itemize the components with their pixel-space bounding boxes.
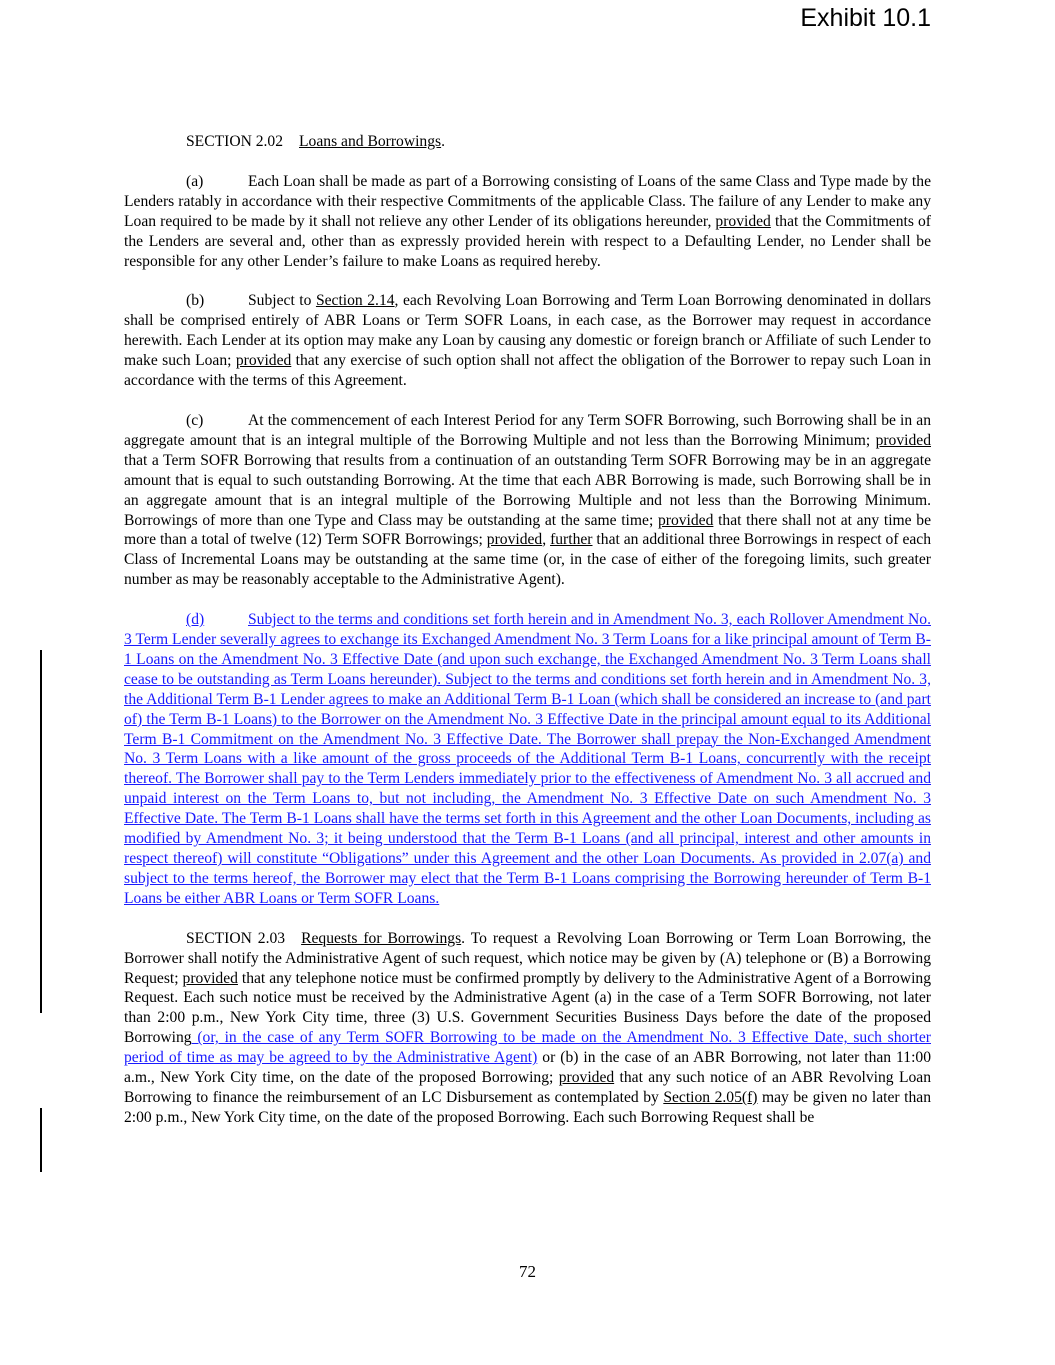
section-2-03: SECTION 2.03 Requests for Borrowings. To request a Revolving Loan Borrowing or Term Loan Borrowing, the Borrower shall notify the Administrative Agent of such request, which notice may be given by (A) telephone or (B) a Borrowing Request; provided that any telephone notice must be confirmed promptly by delivery to the Administrative Agent of a Borrowing Request. Each such notice must be received by the Administrative Agent (a) in the case of a Term SOFR Borrowing, not later than 2:00 p.m., New York City time, three (3) U.S. Government Securities Business Days before the date of the proposed Borrowing (or, in the case of any Term SOFR Borrowing to be made on the Amendment No. 3 Effective Date, such shorter period of time as may be agreed to by the Administrative Agent) or (b) in the case of an ABR Borrowing, not later than 11:00 a.m., New York City time, on the date of the proposed Borrowing; provided that any such notice of an ABR Revolving Loan Borrowing to finance the reimbursement of an LC Disbursement as contemplated by Section 2.05(f) may be given no later than 2:00 p.m., New York City time, on the date of the proposed Borrowing. Each such Borrowing Request shall be bbox=[124, 929, 932, 1126]
clause-label: (c) bbox=[186, 411, 204, 429]
paragraph-c: (c) At the commencement of each Interest Period for any Term SOFR Borrowing, such Borrowing shall be in an aggregate amount that is an integral multiple of the Borrowing Multiple and not less than the Borrowing Minimum; provided that a Term SOFR Borrowing that results from a continuation of an outstanding Term SOFR Borrowing may be in an aggregate amount that is equal to such outstanding Borrowing. At the time that each ABR Borrowing is made, such Borrowing shall be in an aggregate amount that is an integral multiple of the Borrowing Multiple and not less than the Borrowing Minimum. Borrowings of more than one Type and Class may be outstanding at the same time; provided that there shall not at any time be more than a total of twelve (12) Term SOFR Borrowings; provided, further that an additional three Borrowings in respect of each Class of Incremental Loans may be outstanding at the same time (or, in the case of either of the foregoing limits, such greater number as may be reasonably acceptable to the Administrative Agent). bbox=[124, 411, 932, 589]
provided-term: provided bbox=[715, 212, 771, 230]
provided-term: provided bbox=[486, 531, 543, 549]
inserted-text: Subject to the terms and conditions set forth herein and in Amendment No. 3, each Rollover Amendment No. 3 Term Lender severally agrees to exchange its Exchanged Amendment No. 3 Term Loans for a like principal amount of Term B-1 Loans on the Amendment No. 3 Effective Date (and upon such exchange, the Exchanged Amendment No. 3 Term Loans shall cease to be outstanding as Term Loans hereunder). Subject to the terms and conditions set forth herein and in Amendment No. 3, the Additional Term B-1 Lender agrees to make an Additional Term B-1 Loan (which shall be considered an increase to (and part of) the Term B-1 Loans) to the Borrower on the Amendment No. 3 Effective Date in the principal amount equal to its Additional Term B-1 Commitment on the Amendment No. 3 Effective Date. The Borrower shall prepay the Non-Exchanged Amendment No. 3 Term Loans with a like amount of the gross proceeds of the Additional Term B-1 Loans, concurrently with the receipt thereof. The Borrower shall pay to the Term Lenders immediately prior to the effectiveness of Amendment No. 3 all accrued and unpaid interest on the Term Loans to, but not including, the Amendment No. 3 Effective Date on such Amendment No. 3 Effective Date. The Term B-1 Loans shall have the terms set forth in this Agreement and the other Loan Documents, including as modified by Amendment No. 3; it being understood that the Term B-1 Loans (and all principal, interest and other amounts in respect thereof) will constitute “Obligations” under this Agreement and the other Loan Documents. As provided in 2.07(a) and subject to the terms hereof, the Borrower may elect that the Term B-1 Loans comprising the Borrowing hereunder of Term B-1 Loans be either ABR Loans or Term SOFR Loans. bbox=[124, 611, 931, 907]
paragraph-d-inserted bbox=[124, 610, 931, 909]
further-term: further bbox=[550, 531, 593, 549]
document-page bbox=[124, 132, 931, 1148]
paragraph-b: (b) Subject to Section 2.14, each Revolving Loan Borrowing and Term Loan Borrowing denominated in dollars shall be comprised entirely of ABR Loans or Term SOFR Loans, in each case, as the Borrower may request in accordance herewith. Each Lender at its option may make any Loan by causing any domestic or foreign branch or Affiliate of such Lender to make such Loan; provided that any exercise of such option shall not affect the obligation of the Borrower to repay such Loan in accordance with the terms of this Agreement. bbox=[124, 292, 931, 390]
provided-term: provided bbox=[558, 1069, 615, 1087]
section-reference: Section 2.05(f) bbox=[663, 1088, 758, 1106]
paragraph-a: (a) Each Loan shall be made as part of a Borrowing consisting of Loans of the same Class and Type made by the Lenders ratably in accordance with their respective Commitments of the applicable Class. The failure of any Lender to make any Loan required to be made by it shall not relieve any other Lender of its obligations hereunder, provided that the Commitments of the Lenders are several and, other than as expressly provided herein with respect to a Defaulting Lender, no Lender shall be responsible for any other Lender’s failure to make Loans as required hereby. bbox=[124, 172, 931, 270]
provided-term: provided bbox=[875, 431, 931, 449]
section-reference: Section 2.14 bbox=[315, 292, 395, 310]
clause-label: (a) bbox=[186, 172, 204, 190]
clause-label: (d) bbox=[186, 611, 205, 629]
inserted-text: (or, in the case of any Term SOFR Borrowing to be made on the Amendment No. 3 Effective Date, such shorter period of time as may be agreed to by the Administrative Agent) bbox=[124, 1029, 931, 1067]
section-title: Requests for Borrowings bbox=[301, 929, 462, 947]
provided-term: provided bbox=[235, 352, 292, 370]
page-number: 72 bbox=[519, 1262, 536, 1281]
section-2-02-heading: SECTION 2.02 Loans and Borrowings. bbox=[186, 133, 445, 150]
provided-term: provided bbox=[182, 969, 238, 987]
exhibit-label: Exhibit 10.1 bbox=[800, 4, 931, 32]
change-bar-203 bbox=[40, 1108, 42, 1172]
clause-label: (b) bbox=[186, 292, 205, 310]
provided-term: provided bbox=[657, 511, 714, 529]
section-number: SECTION 2.02 bbox=[186, 133, 284, 150]
section-title: Loans and Borrowings bbox=[299, 133, 442, 150]
section-number: SECTION 2.03 bbox=[186, 929, 286, 947]
change-bar-d bbox=[40, 650, 42, 1013]
